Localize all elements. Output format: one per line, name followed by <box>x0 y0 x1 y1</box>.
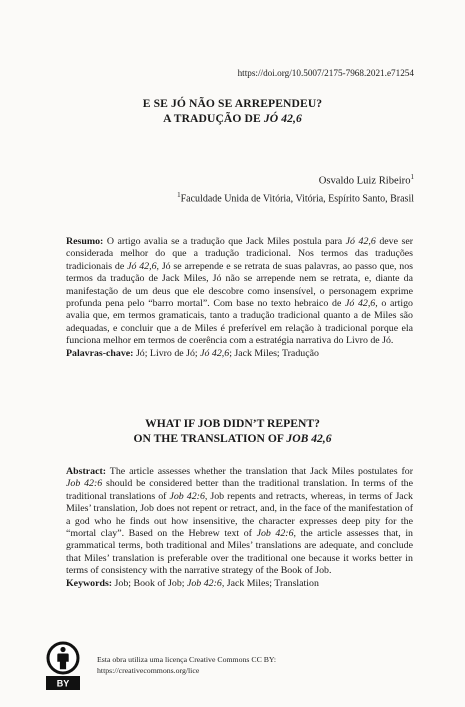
abstract-text-3: , Job repents and retracts, whereas, in terms of Jack Miles’ translation, Job does not repent or retract, and, in the face of the manifestation of a god who he finds out how insensitive, the character expresses deep pity for the “mortal clay”. Based on the Hebrew text of <box>66 490 413 540</box>
keywords-text-1: Job; Book of Job; <box>112 577 187 589</box>
title-english <box>0 416 465 446</box>
palavras-chave-italic: Jó 42,6 <box>200 347 230 359</box>
title-pt-line2-prefix: A TRADUÇÃO DE <box>163 112 264 125</box>
abstract-portuguese <box>66 236 413 360</box>
cc-by-badge-graphic <box>44 641 82 691</box>
abstract-text-4: , the article assesses that, in grammatical terms, both traditional and Miles’ translations are adequate, and conclude that Miles’ translation is preferable over the traditional one because it works better in terms of consistency with the narrative strategy of the Book of Job. <box>66 528 413 577</box>
resumo-label: Resumo: <box>66 236 104 247</box>
license-line1: Esta obra utiliza uma licença Creative Commons CC BY: <box>97 655 277 664</box>
author-affiliation-line <box>177 188 414 206</box>
abstract-italic-2: Job 42:6 <box>169 490 205 502</box>
abstract-italic-1: Job 42:6 <box>66 478 103 490</box>
doi-link[interactable]: https://doi.org/10.5007/2175-7968.2021.e71254 <box>237 68 414 78</box>
author-block <box>177 170 414 207</box>
affiliation-sup: 1 <box>177 191 181 200</box>
keywords-text-2: , Jack Miles; Translation <box>221 577 319 589</box>
resumo-italic-3: Jó 42,6 <box>344 298 376 310</box>
title-en-line2 <box>0 431 465 446</box>
resumo-italic-1: Jó 42,6 <box>345 236 376 247</box>
author-name-line <box>177 170 414 188</box>
title-en-line2-italic: JOB 42,6 <box>286 432 332 445</box>
title-en-line2-prefix: ON THE TRANSLATION OF <box>133 432 287 445</box>
resumo-italic-2: Jó 42,6 <box>127 260 157 272</box>
abstract-text-1: The article assesses whether the translation that Jack Miles postulates for <box>106 466 413 477</box>
keywords-label: Keywords: <box>66 577 113 589</box>
abstract-text-2: should be considered better than the traditional translation. In terms of the traditional translations of <box>66 478 414 502</box>
creative-commons-by-icon[interactable] <box>44 641 82 691</box>
palavras-chave-paragraph <box>66 348 413 360</box>
resumo-text-1: O artigo avalia se a tradução que Jack Miles postula para <box>103 236 346 247</box>
resumo-text-3: , Jó se arrepende e se retrata de suas palavras, ao passo que, nos termos da tradução de Jack Miles, Jó não se arrepende nem se retrata, e, diante da manifestação de um deus que ele descobre como insensível, o personagem exprime profunda pena pelo “barro mortal”. Com base no texto hebraico de <box>66 260 414 310</box>
palavras-chave-text-2: ; Jack Miles; Tradução <box>229 347 319 359</box>
author-name: Osvaldo Luiz Ribeiro <box>318 175 411 187</box>
cc-by-label: BY <box>56 678 70 689</box>
resumo-text-2: deve ser considerada melhor do que a tradução tradicional. Nos termos das traduções tradicionais de <box>66 236 413 272</box>
title-pt-line2 <box>0 111 465 126</box>
title-portuguese <box>0 96 465 126</box>
palavras-chave-label: Palavras-chave: <box>66 347 134 359</box>
title-en-line1: WHAT IF JOB DIDN’T REPENT? <box>145 417 320 430</box>
palavras-chave-text-1: Jó; Livro de Jó; <box>133 347 201 359</box>
resumo-paragraph <box>66 236 413 348</box>
abstract-italic-3: Job 42:6 <box>256 528 294 540</box>
license-notice <box>97 654 276 676</box>
abstract-paragraph <box>66 466 413 578</box>
title-pt-line1: E SE JÓ NÃO SE ARREPENDEU? <box>142 97 323 110</box>
resumo-text-4: , o artigo avalia que, em termos gramaticais, tanto a tradução tradicional quanto a de Miles são adequadas, e concluir que a de Miles é preferível em relação à tradicional porque ela funciona melhor em termos de coerência com a estratégia narrativa do Livro de Jó. <box>66 298 413 347</box>
keywords-paragraph <box>66 578 413 590</box>
author-sup: 1 <box>410 173 414 181</box>
abstract-label: Abstract: <box>66 466 107 477</box>
author-affiliation: Faculdade Unida de Vitória, Vitória, Espírito Santo, Brasil <box>180 193 414 205</box>
title-pt-line2-italic: JÓ 42,6 <box>263 112 302 125</box>
keywords-italic: Job 42:6 <box>186 577 222 589</box>
abstract-english <box>66 466 413 590</box>
license-url[interactable]: https://creativecommons.org/lice <box>97 666 200 675</box>
